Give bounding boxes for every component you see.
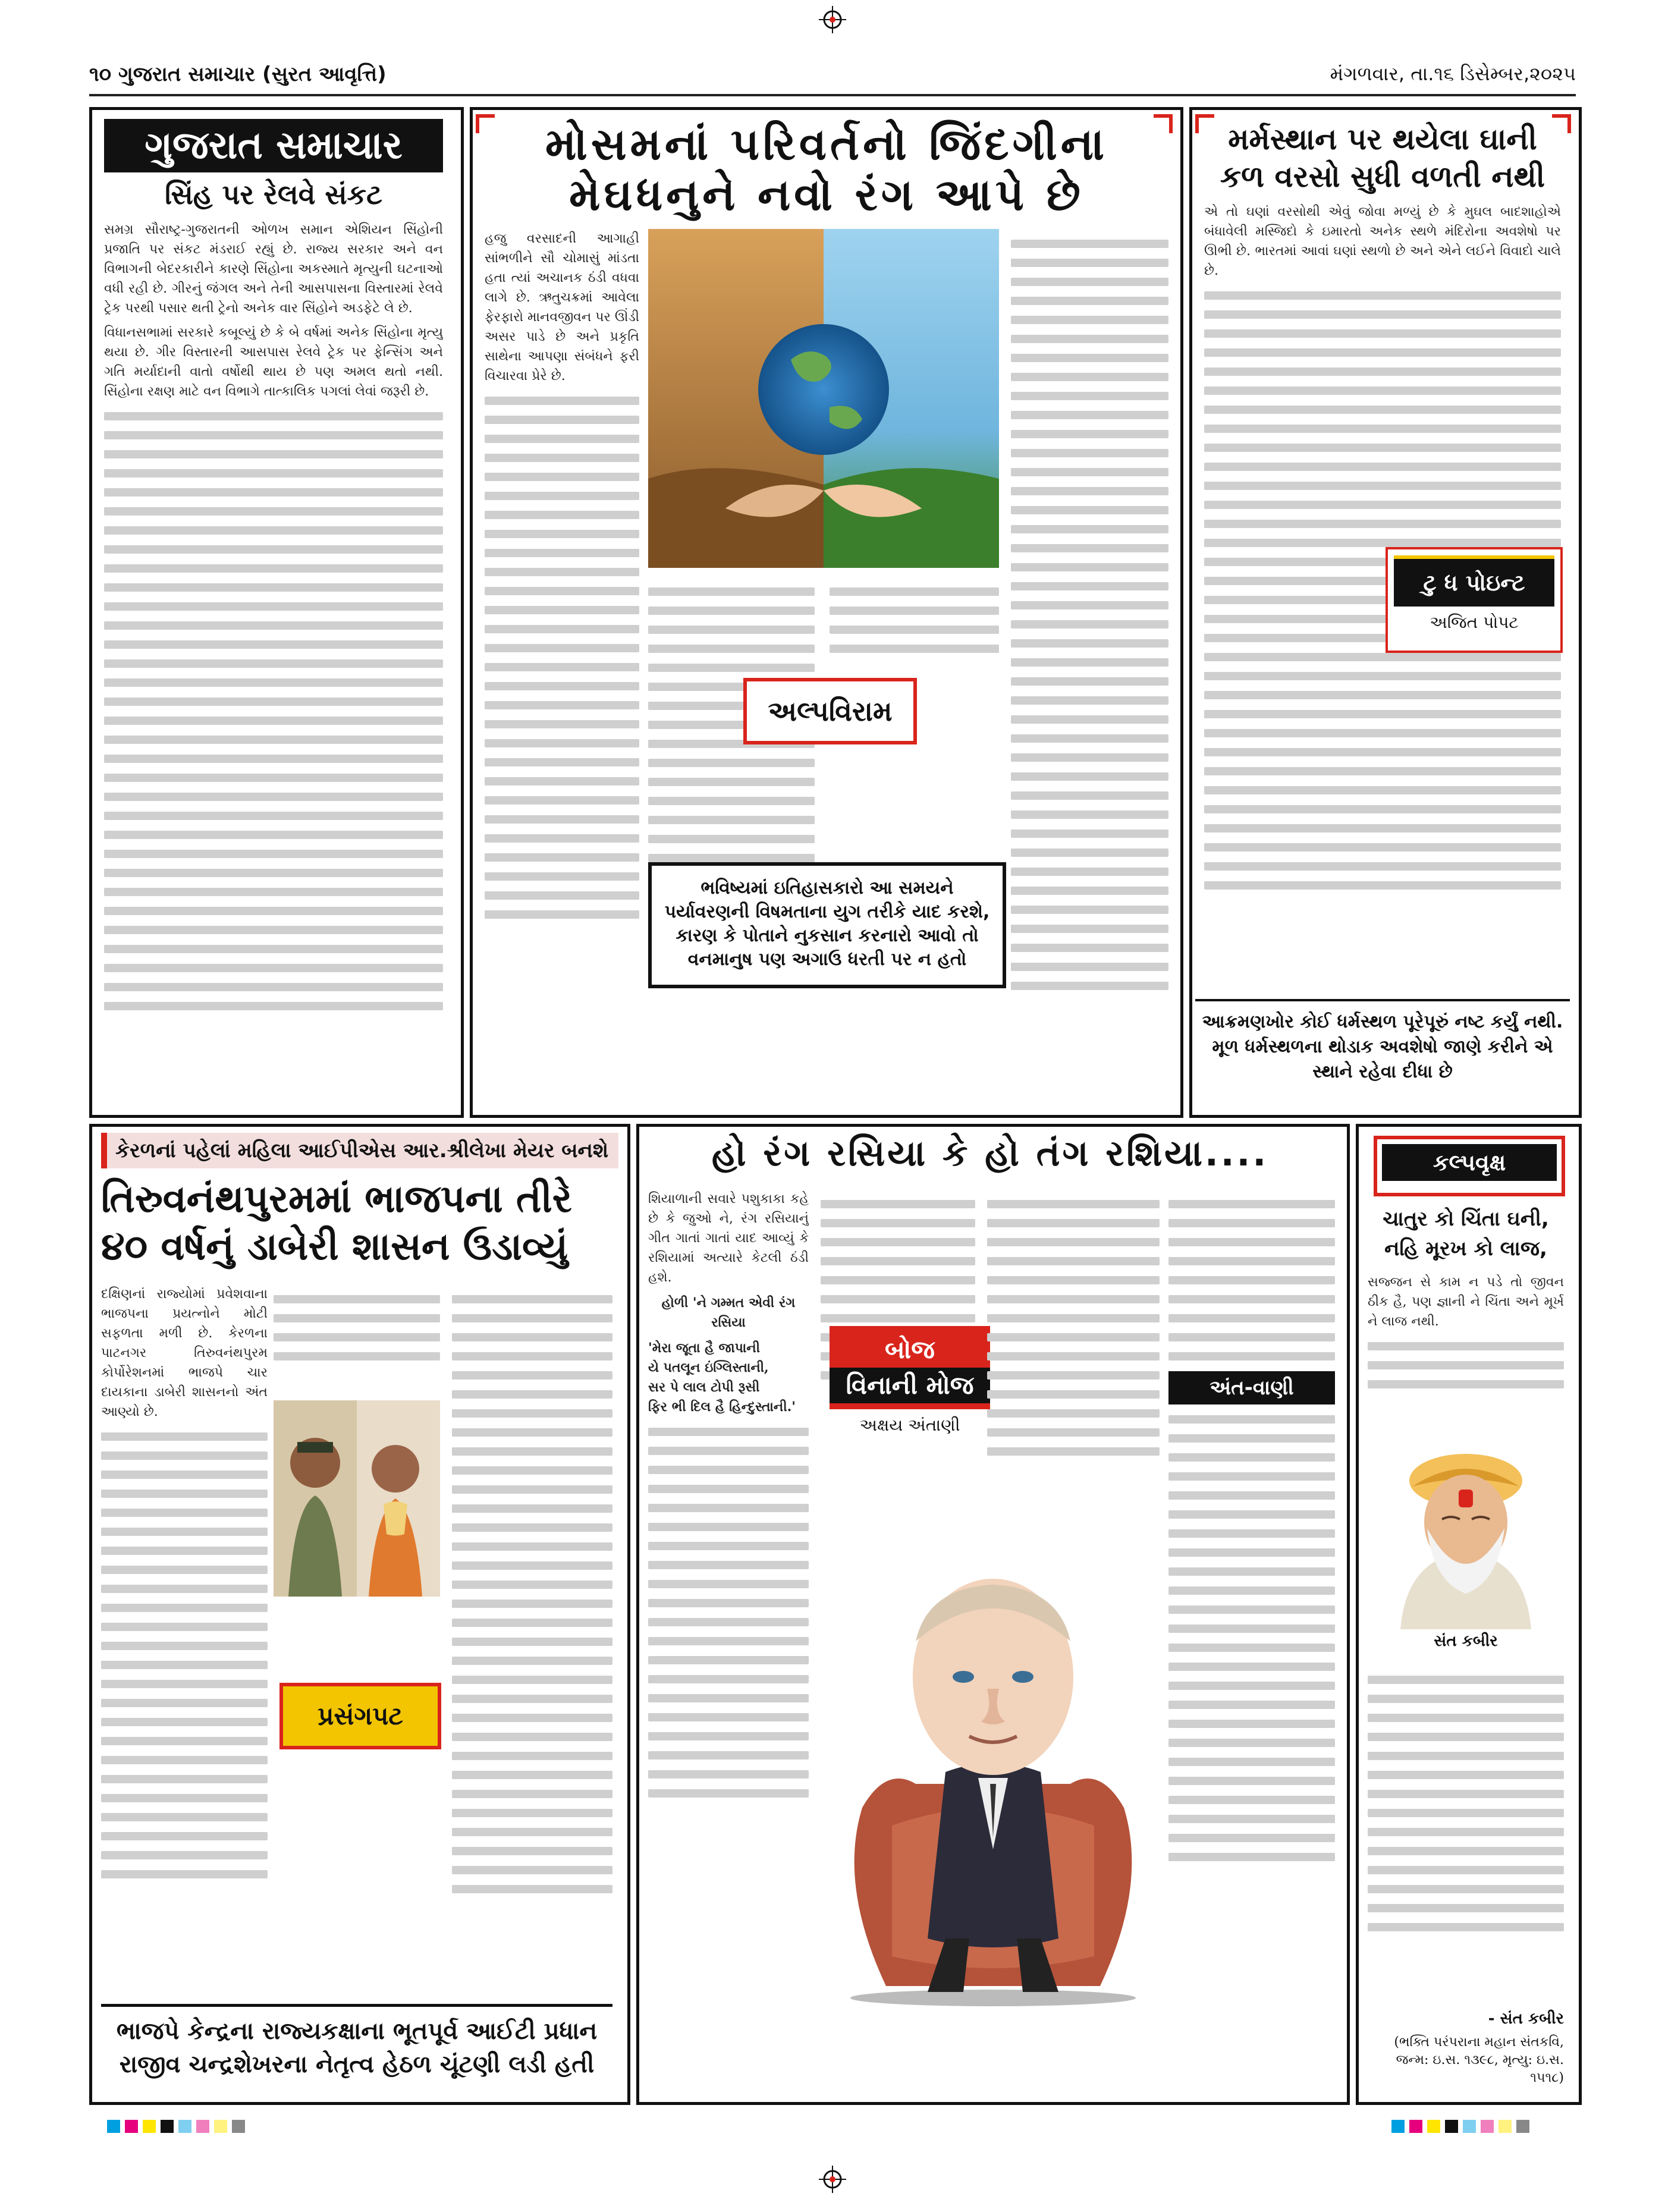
russia-body-col1	[648, 1189, 809, 2081]
alpviram-label: અલ્પવિરામ	[768, 695, 893, 727]
kerala-footer-line1: ભાજપે કેન્દ્રના રાજ્યકક્ષાના ભૂતપૂર્વ આઈટી પ્રધાન	[116, 2018, 598, 2045]
registration-mark-bottom	[818, 2164, 847, 2194]
kalpvruksh-body-top	[1368, 1272, 1564, 1421]
kalpvruksh-body-bottom	[1368, 1665, 1564, 1998]
russia-caricature	[827, 1558, 1160, 2010]
kerala-footer-line2: રાજીવ ચન્દ્રશેખરના નેતૃત્વ હેઠળ ચૂંટણી લડી હતી	[119, 2051, 595, 2078]
to-the-point-box	[1386, 547, 1563, 653]
boj-label-inner	[830, 1326, 990, 1409]
russia-lead: શિયાળાની સવારે પશુકાકા કહે છે કે જુઓ ને, રંગ રસિયાનું ગીત ગાતાં ગાતાં યાદ આવ્યું કે રશિયામાં અત્યારે કેટલી ઠંડી હશે.	[648, 1192, 809, 1285]
boj-label-line2: વિનાની મોજ	[830, 1368, 990, 1403]
russia-poem-line-4: ફિર ભી દિલ હૈ હિન્દુસ્તાની.'	[648, 1399, 796, 1415]
russia-body-col4	[1168, 1189, 1335, 2081]
climate-photo	[648, 229, 999, 568]
page-header-date: મંગળવાર, તા.૧૬ ડિસેમ્બર,૨૦૨૫	[1330, 62, 1576, 85]
russia-title: હો રંગ રસિયા કે હો તંગ રશિયા....	[711, 1133, 1269, 1174]
kerala-body-col2	[274, 1284, 440, 1397]
kerala-photo	[274, 1400, 440, 1597]
color-strip-right	[1391, 2120, 1546, 2134]
kalpvruksh-label-box	[1374, 1136, 1565, 1196]
kerala-body-col1	[101, 1284, 268, 1998]
boj-label-box	[830, 1326, 990, 1445]
kalpvruksh-lead: સજ્જન સે કામ ન પડે તો જીવન ઠીક હૈ, પણ જ્ઞાની ને ચિંતા અને મૂર્ખ ને લાજ નથી.	[1368, 1275, 1564, 1329]
climate-body-col2	[648, 577, 815, 1097]
masthead-logo	[104, 119, 443, 172]
kerala-body-col3	[452, 1284, 612, 1998]
masthead-logo-text: ગુજરાત સમાચાર	[144, 124, 403, 168]
russia-poem-line-3: સર પે લાલ ટોપી રૂસી	[648, 1380, 760, 1395]
kerala-lead: દક્ષિણનાં રાજ્યોમાં પ્રવેશવાના ભાજપના પ્રયત્નોને મોટી સફળતા મળી છે. કેરળના પાટનગર તિરુવનંથપુરમ કોર્પોરેશનમાં ભાજપે ચાર દાયકાના ડાબેરી શાસનનો અંત આણ્યો છે.	[101, 1287, 268, 1419]
kerala-footer	[101, 2004, 612, 2096]
kalpvruksh-attribution: - સંત કબીર	[1488, 2010, 1564, 2028]
kerala-kicker-bar	[101, 1133, 618, 1168]
color-strip-left	[107, 2120, 262, 2134]
russia-poem-line-1: 'મેરા જૂતા હૈ જાપાની	[648, 1340, 760, 1356]
climate-lead: હજુ વરસાદની આગાહી સાંભળીને સૌ ચોમાસું માંડતા હતા ત્યાં અચાનક ઠંડી વધવા લાગે છે. ઋતુચક્રમાં આવેલા ફેરફારો માનવજીવન પર ઊંડી અસર પાડે છે અને પ્રકૃતિ સાથેના આપણા સંબંધને ફરી વિચારવા પ્રેરે છે.	[485, 231, 639, 384]
registration-mark-top	[818, 5, 847, 34]
russia-poem-title: હોળી 'ને ગમ્મત એવી રંગ રસિયા	[661, 1295, 796, 1330]
to-the-point-label: ટુ ધ પોઇન્ટ	[1394, 555, 1554, 607]
prasangpat-label: પ્રસંગપટ	[318, 1701, 403, 1730]
climate-title-line1: મોસમનાં પરિવર્તનો જિંદગીના	[545, 119, 1108, 170]
kalpvruksh-attribution-note: (ભક્તિ પરંપરાના મહાન સંતકવિ, જન્મ: ઇ.સ. ૧૩૯૮, મૃત્યુ: ઇ.સ. ૧૫૧૮)	[1394, 2035, 1564, 2085]
climate-body-col1	[485, 229, 639, 1097]
kalpvruksh-title-line1: ચાતુર કો ચિંતા ઘની,	[1383, 1207, 1549, 1231]
kerala-kicker: કેરળનાં પહેલાં મહિલા આઈપીએસ આર.શ્રીલેખા મેયર બનશે	[115, 1139, 609, 1162]
marmasthan-title-line2: કળ વરસો સુધી વળતી નથી	[1220, 159, 1545, 194]
story1-body	[104, 220, 443, 1100]
header-rule	[89, 94, 1576, 96]
marmasthan-title-line1: મર્મસ્થાન પર થયેલા ઘાની	[1228, 122, 1537, 156]
climate-title-line2: મેઘધનુને નવો રંગ આપે છે	[569, 169, 1084, 221]
story1-lead: સમગ્ર સૌરાષ્ટ્ર-ગુજરાતની ઓળખ સમાન એશિયન સિંહોની પ્રજાતિ પર સંકટ મંડરાઈ રહ્યું છે. રાજ્ય સરકાર અને વન વિભાગની બેદરકારીને કારણે સિંહોના અકસ્માતે મૃત્યુની ઘટનાઓ વધી રહી છે. ગીરનું જંગલ અને તેની આસપાસના વિસ્તારમાં રેલવે ટ્રેક પરથી પસાર થતી ટ્રેનો અનેક વાર સિંહોને અડફેટે લે છે.	[104, 222, 443, 316]
boj-label-line1: બોજ	[885, 1335, 935, 1364]
climate-body-col3	[830, 577, 999, 684]
marmasthan-lead: એ તો ઘણાં વરસોથી એવું જોવા મળ્યું છે કે મુઘલ બાદશાહોએ બંધાવેલી મસ્જિદો કે ઇમારતો અનેક સ્થળે મંદિરોના અવશેષો પર ઊભી છે. ભારતમાં આવાં ઘણાં સ્થળો છે અને એને લઈને વિવાદો ચાલે છે.	[1204, 205, 1561, 278]
kabir-portrait	[1377, 1433, 1555, 1629]
russia-body-col3	[987, 1189, 1160, 1546]
kalpvruksh-label: કલ્પવૃક્ષ	[1382, 1144, 1557, 1181]
russia-anta-label: અંત-વાણી	[1168, 1371, 1335, 1405]
kerala-title-line1: તિરુવનંથપુરમમાં ભાજપના તીરે	[101, 1177, 572, 1221]
story1-title: સિંહ પર રેલવે સંકટ	[165, 178, 382, 210]
kabir-caption: સંત કબીર	[1434, 1632, 1498, 1650]
prasangpat-label-box	[279, 1683, 441, 1749]
story1-text: વિધાનસભામાં સરકારે કબૂલ્યું છે કે બે વર્ષમાં અનેક સિંહોના મૃત્યુ થયા છે. ગીર વિસ્તારની આસપાસ રેલવે ટ્રેક પર ફેન્સિંગ અને ગતિ મર્યાદાની વાતો વર્ષોથી થાય છે પણ અમલ થતો નથી. સિંહોના રક્ષણ માટે વન વિભાગે તાત્કાલિક પગલાં લેવાં જરૂરી છે.	[104, 325, 443, 399]
russia-poem-line-2: યે પતલૂન ઇંગ્લિસ્તાની,	[648, 1360, 769, 1375]
boj-author: અક્ષય અંતાણી	[859, 1415, 960, 1435]
to-the-point-author: અજિત પોપટ	[1430, 612, 1519, 632]
climate-pull-quote-text: ભવિષ્યમાં ઇતિહાસકારો આ સમયને પર્યાવરણની વિષમતાના યુગ તરીકે યાદ કરશે, કારણ કે પોતાને નુકસાન કરનારો આવો તો વનમાનુષ પણ અગાઉ ધરતી પર ન હતો	[664, 878, 990, 970]
kerala-title-line2: ૪૦ વર્ષનું ડાબેરી શાસન ઉડાવ્યું	[101, 1225, 568, 1269]
kalpvruksh-title-line2: નહિ મૂરખ કો લાજ,	[1384, 1237, 1547, 1261]
alpviram-label-box	[743, 678, 917, 744]
climate-pull-quote	[648, 862, 1006, 988]
climate-body-col4	[1011, 229, 1168, 1097]
marmasthan-quote-text: આક્રમણખોર કોઈ ધર્મસ્થળ પૂરેપૂરું નષ્ટ કર્યું નથી. મૂળ ધર્મસ્થળના થોડાક અવશેષો જાણે કરીને એ સ્થાને રહેવા દીધા છે	[1202, 1011, 1563, 1082]
page-header-left: ૧૦ ગુજરાત સમાચાર (સુરત આવૃત્તિ)	[89, 62, 387, 86]
marmasthan-quote	[1195, 999, 1570, 1108]
